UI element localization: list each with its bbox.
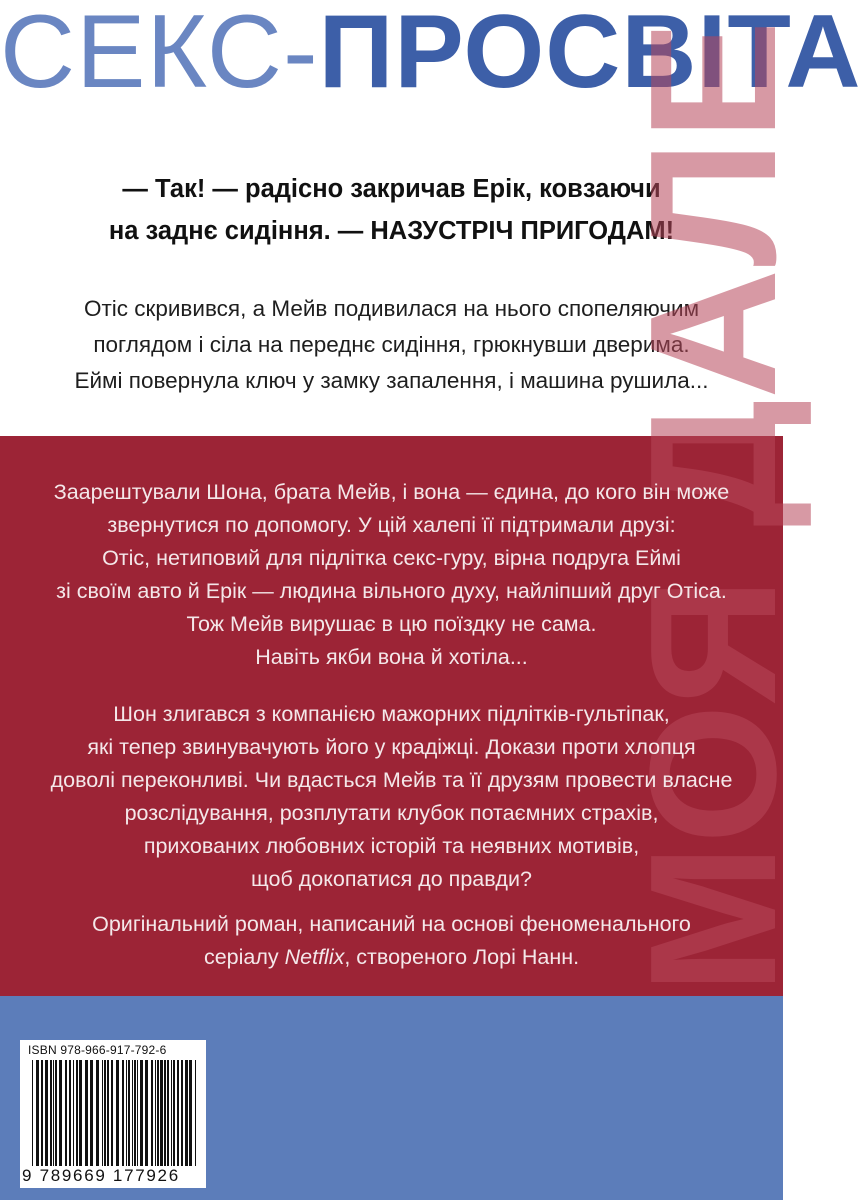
barcode-bar — [53, 1060, 54, 1166]
barcode-bar — [164, 1060, 166, 1166]
synopsis-line: щоб докопатися до правди? — [251, 867, 532, 891]
synopsis-line: Навіть якби вона й хотіла... — [255, 645, 528, 669]
synopsis-line: звернутися по допомогу. У цій халепі її підтримали друзі: — [107, 513, 676, 537]
synopsis-paragraph-2 — [30, 698, 753, 896]
barcode-bar — [173, 1060, 175, 1166]
synopsis-line: які тепер звинувачують його у крадіжці. Докази проти хлопця — [87, 735, 696, 759]
ean-digits: 9 789669 177926 — [22, 1166, 180, 1185]
barcode-bar — [41, 1060, 43, 1166]
synopsis-line: Отіс, нетиповий для підлітка секс-гуру, вірна подруга Еймі — [102, 546, 681, 570]
synopsis-text: серіалу — [203, 945, 285, 969]
barcode-bar — [59, 1060, 62, 1166]
synopsis-line: Тож Мейв вирушає в цю поїздку не сама. — [186, 612, 597, 636]
intro-line: Еймі повернула ключ у замку запалення, і машина рушила... — [74, 368, 709, 393]
barcode-block — [20, 1040, 206, 1188]
barcode-bar — [177, 1060, 179, 1166]
barcode-bar — [107, 1060, 109, 1166]
synopsis-paragraph-3 — [30, 908, 753, 974]
barcode-bar — [102, 1060, 103, 1166]
barcode-bar — [111, 1060, 113, 1166]
barcode-bar — [195, 1060, 196, 1166]
barcode-bar — [155, 1060, 156, 1166]
barcode-bar — [85, 1060, 88, 1166]
synopsis-line — [30, 941, 753, 974]
barcode-bar — [189, 1060, 192, 1166]
barcode-bar — [160, 1060, 163, 1166]
quote-line: на заднє сидіння. — НАЗУСТРІЧ ПРИГОДАМ! — [108, 217, 675, 245]
synopsis-line: доволі переконливі. Чи вдасться Мейв та її друзям провести власне — [50, 768, 733, 792]
barcode-bar — [69, 1060, 71, 1166]
barcode-bar — [181, 1060, 183, 1166]
barcode-bar — [145, 1060, 148, 1166]
synopsis-line: Заарештували Шона, брата Мейв, і вона — єдина, до кого він може — [53, 480, 730, 504]
barcode-bar — [140, 1060, 143, 1166]
intro-line: поглядом і сіла на переднє сидіння, грюкнувши дверима. — [93, 332, 690, 357]
synopsis-line: Шон злигався з компанією мажорних підлітків-гультіпак, — [113, 702, 670, 726]
barcode-bar — [171, 1060, 172, 1166]
synopsis-line: прихованих любовних історій та неявних мотивів, — [143, 834, 640, 858]
isbn-label: ISBN 978-966-917-792-6 — [28, 1043, 167, 1057]
barcode-bar — [104, 1060, 106, 1166]
synopsis-line: Оригінальний роман, написаний на основі феноменального — [92, 912, 691, 936]
barcode-bar — [126, 1060, 127, 1166]
barcode-bar — [90, 1060, 93, 1166]
barcode-bar — [73, 1060, 74, 1166]
barcode-bar — [76, 1060, 78, 1166]
barcode-bar — [65, 1060, 67, 1166]
barcode-bar — [36, 1060, 39, 1166]
watermark-text: МОЯ ДАЛЕ — [613, 20, 814, 994]
barcode-bar — [55, 1060, 57, 1166]
title-main: ПРОСВІТА — [318, 0, 861, 110]
barcode-bar — [122, 1060, 124, 1166]
barcode-bar — [79, 1060, 82, 1166]
synopsis-paragraph-1 — [30, 476, 753, 674]
barcode-icon — [28, 1060, 200, 1166]
synopsis-line: розслідування, розплутати клубок потаємних страхів, — [124, 801, 659, 825]
barcode-bar — [134, 1060, 136, 1166]
barcode-bar — [167, 1060, 169, 1166]
barcode-bar — [96, 1060, 99, 1166]
barcode-bar — [50, 1060, 52, 1166]
barcode-bar — [132, 1060, 133, 1166]
synopsis-text: , створеного Лорі Нанн. — [344, 945, 580, 969]
barcode-bar — [45, 1060, 48, 1166]
barcode-bar — [128, 1060, 130, 1166]
synopsis-line: зі своїм авто й Ерік — людина вільного духу, найліпший друг Отіса. — [56, 579, 727, 603]
title-prefix: СЕКС- — [0, 0, 319, 110]
brand-name: Netflix — [284, 945, 345, 969]
barcode-bar — [157, 1060, 159, 1166]
barcode-bar — [116, 1060, 119, 1166]
intro-line: Отіс скривився, а Мейв подивилася на нього спопеляючим — [83, 296, 700, 321]
barcode-bar — [151, 1060, 153, 1166]
quote-line: — Так! — радісно закричав Ерік, ковзаючи — [122, 175, 661, 203]
barcode-bar — [137, 1060, 138, 1166]
barcode-bar — [185, 1060, 188, 1166]
barcode-bar — [32, 1060, 33, 1166]
